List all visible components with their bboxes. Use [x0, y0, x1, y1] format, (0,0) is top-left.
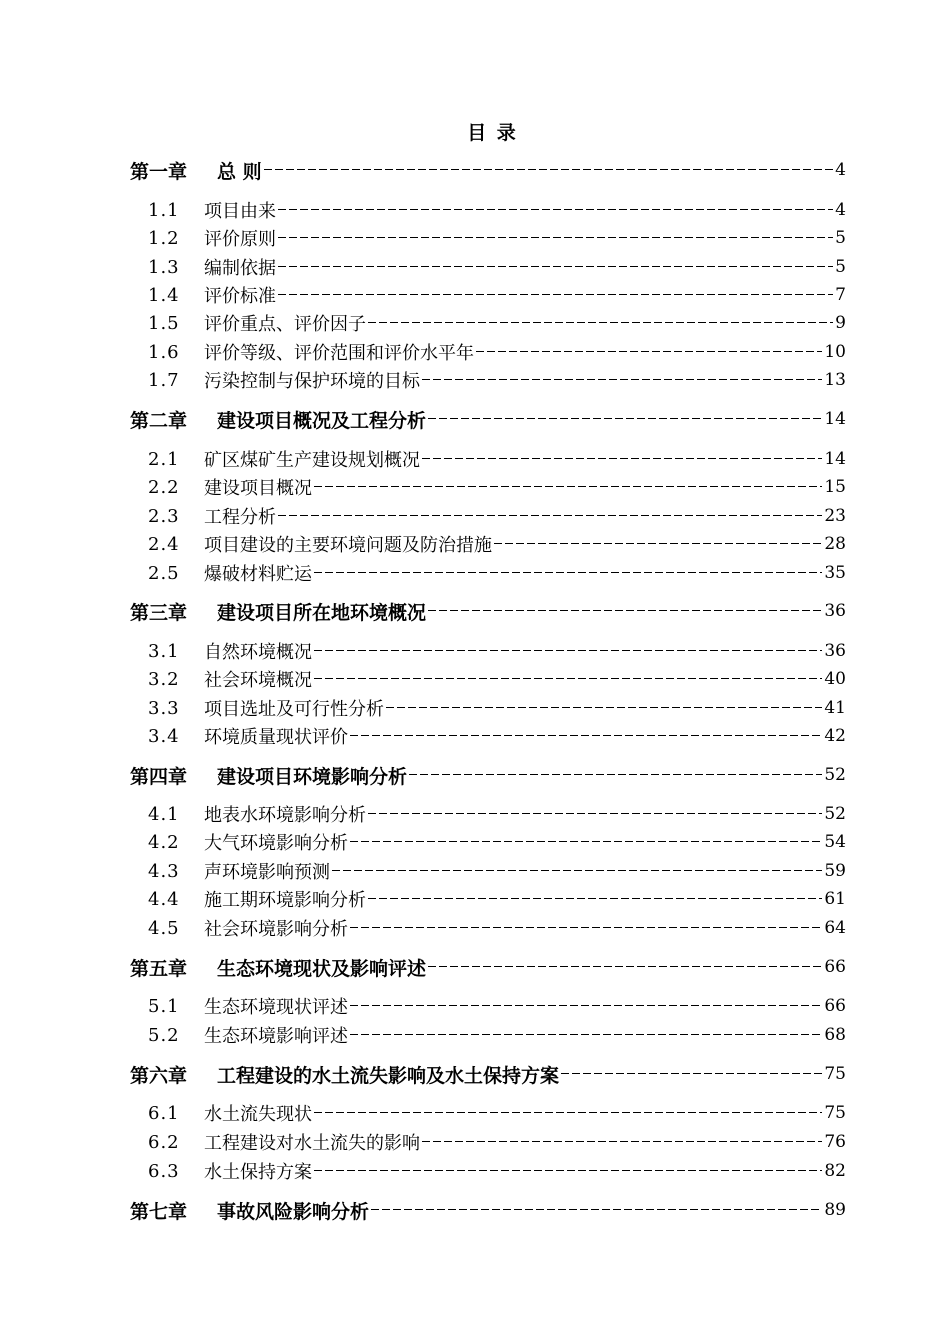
entry-title: 环境质量现状评价 [204, 727, 348, 748]
toc-chapter-entry[interactable] [130, 406, 846, 432]
entry-number: 6.1 [148, 1102, 180, 1124]
toc-section-entry[interactable] [148, 310, 846, 336]
entry-title: 建设项目所在地环境概况 [217, 601, 427, 624]
entry-page-number: 14 [824, 449, 846, 469]
entry-number: 第六章 [130, 1064, 188, 1087]
entry-page-number: 52 [824, 804, 846, 824]
entry-title: 评价标准 [204, 286, 276, 307]
dash-leader [494, 543, 822, 544]
entry-page-number: 9 [835, 313, 846, 333]
dash-leader [350, 735, 822, 736]
dash-leader [561, 1073, 822, 1074]
entry-title: 水土保持方案 [204, 1162, 312, 1183]
toc-section-entry[interactable] [148, 886, 846, 912]
entry-number: 3.1 [148, 640, 180, 662]
dash-leader [278, 294, 833, 295]
entry-page-number: 42 [824, 726, 846, 746]
dash-leader [350, 1034, 822, 1035]
entry-number: 4.2 [148, 831, 180, 853]
dash-leader [314, 1170, 822, 1171]
toc-chapter-entry[interactable] [130, 1197, 846, 1223]
entry-page-number: 28 [824, 534, 846, 554]
toc-section-entry[interactable] [148, 858, 846, 884]
toc-section-entry[interactable] [148, 1129, 846, 1155]
dash-leader [368, 322, 833, 323]
entry-page-number: 76 [824, 1132, 846, 1152]
dash-leader [314, 678, 822, 679]
entry-page-number: 59 [824, 861, 846, 881]
entry-number: 6.2 [148, 1131, 180, 1153]
toc-section-entry[interactable] [148, 197, 846, 223]
dash-leader [350, 1005, 822, 1006]
toc-heading: 目 录 [467, 122, 518, 144]
entry-number: 2.4 [148, 533, 180, 555]
entry-title: 自然环境概况 [204, 642, 312, 663]
toc-chapter-entry[interactable] [130, 598, 846, 624]
toc-section-entry[interactable] [148, 446, 846, 472]
entry-page-number: 15 [824, 477, 846, 497]
entry-number: 第四章 [130, 765, 188, 788]
entry-title: 水土流失现状 [204, 1104, 312, 1125]
entry-page-number: 23 [824, 506, 846, 526]
entry-title: 生态环境现状及影响评述 [217, 957, 427, 980]
toc-section-entry[interactable] [148, 1158, 846, 1184]
entry-page-number: 7 [835, 285, 846, 305]
entry-title: 编制依据 [204, 258, 276, 279]
toc-section-entry[interactable] [148, 367, 846, 393]
entry-page-number: 41 [824, 698, 846, 718]
entry-title: 项目由来 [204, 201, 276, 222]
entry-number: 第七章 [130, 1200, 188, 1223]
entry-page-number: 36 [824, 641, 846, 661]
dash-leader [278, 209, 833, 210]
toc-section-entry[interactable] [148, 1022, 846, 1048]
toc-section-entry[interactable] [148, 993, 846, 1019]
entry-number: 4.3 [148, 860, 180, 882]
entry-page-number: 14 [824, 409, 846, 429]
dash-leader [314, 486, 822, 487]
entry-title: 建设项目环境影响分析 [217, 765, 408, 788]
dash-leader [314, 650, 822, 651]
entry-number: 1.7 [148, 369, 180, 391]
toc-chapter-entry[interactable] [130, 1061, 846, 1087]
entry-number: 1.3 [148, 256, 180, 278]
dash-leader [350, 927, 822, 928]
toc-section-entry[interactable] [148, 531, 846, 557]
entry-number: 3.2 [148, 668, 180, 690]
dash-leader [350, 841, 822, 842]
entry-title: 生态环境影响评述 [204, 1026, 348, 1047]
entry-number: 1.4 [148, 284, 180, 306]
entry-page-number: 52 [824, 765, 846, 785]
toc-section-entry[interactable] [148, 254, 846, 280]
entry-page-number: 10 [824, 342, 846, 362]
entry-title: 评价等级、评价范围和评价水平年 [204, 343, 474, 364]
entry-number: 4.5 [148, 917, 180, 939]
entry-title: 总 则 [217, 160, 262, 183]
toc-section-entry[interactable] [148, 474, 846, 500]
entry-number: 2.1 [148, 448, 180, 470]
toc-section-entry[interactable] [148, 282, 846, 308]
dash-leader [422, 379, 822, 380]
entry-title: 施工期环境影响分析 [204, 890, 366, 911]
dash-leader [371, 1209, 822, 1210]
entry-title: 评价原则 [204, 229, 276, 250]
entry-number: 1.6 [148, 341, 180, 363]
dash-leader [409, 774, 822, 775]
entry-number: 5.1 [148, 995, 180, 1017]
entry-number: 4.1 [148, 803, 180, 825]
toc-section-entry[interactable] [148, 503, 846, 529]
dash-leader [332, 870, 822, 871]
entry-number: 第二章 [130, 409, 188, 432]
entry-page-number: 68 [824, 1025, 846, 1045]
entry-title: 项目建设的主要环境问题及防治措施 [204, 535, 492, 556]
dash-leader [264, 169, 834, 170]
toc-section-entry[interactable] [148, 915, 846, 941]
entry-title: 声环境影响预测 [204, 862, 330, 883]
entry-title: 建设项目概况及工程分析 [217, 409, 427, 432]
entry-number: 1.1 [148, 199, 180, 221]
toc-section-entry[interactable] [148, 560, 846, 586]
entry-number: 2.3 [148, 505, 180, 527]
toc-section-entry[interactable] [148, 829, 846, 855]
entry-title: 工程建设的水土流失影响及水土保持方案 [217, 1064, 560, 1087]
entry-title: 项目选址及可行性分析 [204, 699, 384, 720]
entry-page-number: 66 [824, 996, 846, 1016]
dash-leader [428, 610, 822, 611]
entry-title: 工程分析 [204, 507, 276, 528]
entry-number: 4.4 [148, 888, 180, 910]
dash-leader [368, 813, 822, 814]
toc-section-entry[interactable] [148, 695, 846, 721]
toc-section-entry[interactable] [148, 638, 846, 664]
entry-title: 事故风险影响分析 [217, 1200, 370, 1223]
entry-page-number: 64 [824, 918, 846, 938]
entry-page-number: 61 [824, 889, 846, 909]
toc-section-entry[interactable] [148, 666, 846, 692]
entry-title: 生态环境现状评述 [204, 997, 348, 1018]
entry-number: 6.3 [148, 1160, 180, 1182]
entry-number: 第一章 [130, 160, 188, 183]
entry-title: 爆破材料贮运 [204, 564, 312, 585]
dash-leader [428, 966, 822, 967]
entry-page-number: 4 [835, 200, 846, 220]
entry-number: 3.4 [148, 725, 180, 747]
entry-number: 第三章 [130, 601, 188, 624]
entry-title: 地表水环境影响分析 [204, 805, 366, 826]
entry-page-number: 4 [835, 160, 846, 180]
entry-page-number: 66 [824, 957, 846, 977]
entry-title: 社会环境影响分析 [204, 919, 348, 940]
entry-title: 矿区煤矿生产建设规划概况 [204, 450, 420, 471]
entry-number: 第五章 [130, 957, 188, 980]
dash-leader [422, 458, 822, 459]
entry-page-number: 5 [835, 228, 846, 248]
entry-title: 评价重点、评价因子 [204, 314, 366, 335]
dash-leader [422, 1141, 822, 1142]
entry-number: 2.5 [148, 562, 180, 584]
toc-section-entry[interactable] [148, 801, 846, 827]
toc-chapter-entry[interactable] [130, 954, 846, 980]
toc-section-entry[interactable] [148, 723, 846, 749]
dash-leader [314, 572, 822, 573]
entry-title: 污染控制与保护环境的目标 [204, 371, 420, 392]
dash-leader [476, 351, 822, 352]
toc-chapter-entry[interactable] [130, 762, 846, 788]
entry-page-number: 89 [824, 1200, 846, 1220]
toc-chapter-entry[interactable] [130, 157, 846, 183]
entry-title: 社会环境概况 [204, 670, 312, 691]
entry-number: 2.2 [148, 476, 180, 498]
entry-title: 大气环境影响分析 [204, 833, 348, 854]
entry-page-number: 5 [835, 257, 846, 277]
entry-page-number: 54 [824, 832, 846, 852]
entry-number: 3.3 [148, 697, 180, 719]
dash-leader [278, 515, 822, 516]
dash-leader [368, 898, 822, 899]
entry-page-number: 35 [824, 563, 846, 583]
entry-page-number: 36 [824, 601, 846, 621]
toc-section-entry[interactable] [148, 339, 846, 365]
dash-leader [314, 1112, 822, 1113]
dash-leader [278, 237, 833, 238]
entry-page-number: 40 [824, 669, 846, 689]
entry-page-number: 13 [824, 370, 846, 390]
entry-number: 1.2 [148, 227, 180, 249]
entry-number: 5.2 [148, 1024, 180, 1046]
dash-leader [386, 707, 822, 708]
entry-title: 工程建设对水土流失的影响 [204, 1133, 420, 1154]
entry-page-number: 75 [824, 1064, 846, 1084]
toc-section-entry[interactable] [148, 225, 846, 251]
toc-section-entry[interactable] [148, 1100, 846, 1126]
entry-number: 1.5 [148, 312, 180, 334]
dash-leader [278, 266, 833, 267]
dash-leader [428, 418, 822, 419]
entry-page-number: 75 [824, 1103, 846, 1123]
entry-page-number: 82 [824, 1161, 846, 1181]
entry-title: 建设项目概况 [204, 478, 312, 499]
